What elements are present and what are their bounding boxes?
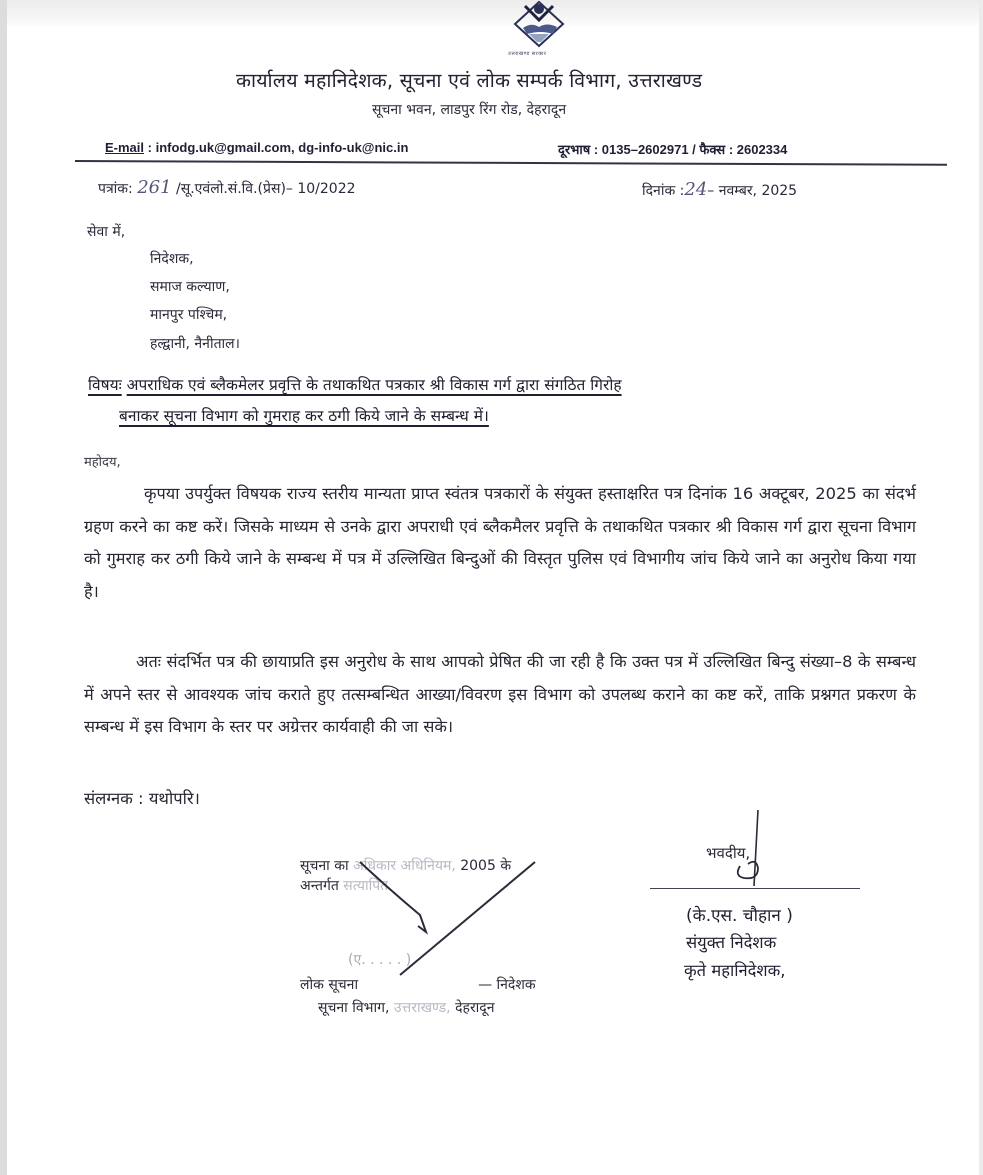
body-paragraph-1: कृपया उपर्युक्त विषयक राज्य स्तरीय मान्यता प्राप्त स्वंतत्र पत्रकारों के संयुक्त हस्ताक्षरित पत्र दिनांक 16 अक्टूबर, 2025 का संदर्भ ग्रहण करने का कष्ट करें। जिसके माध्यम से उनके द्वारा अपराधी एवं ब्लैकमैलर प्रवृत्ति के तथाकथित पत्रकार श्री विकास गर्ग द्वारा सूचना विभाग को गुमराह कर ठगी किये जाने के सम्बन्ध में पत्र में उल्लिखित बिन्दुओं की विस्तृत पुलिस एवं विभागीय जांच किये जाने का अनुरोध किया गया है। xyxy=(84,484,916,601)
body-paragraph-2: अतः संदर्भित पत्र की छायाप्रति इस अनुरोध के साथ आपको प्रेषित की जा रही है कि उक्त पत्र में उल्लिखित बिन्दु संख्या–8 के सम्बन्ध में अपने स्तर से आवश्यक जांच कराते हुए तत्सम्बन्धित आख्या/विवरण इस विभाग को उपलब्ध कराने का कष्ट करें, ताकि प्रश्नगत प्रकरण के सम्बन्ध में इस विभाग के स्तर पर अग्रेत्तर कार्यवाही की जा सके। xyxy=(84,652,916,736)
signature-rule xyxy=(650,888,860,889)
emblem-caption: उत्तराखण्ड सरकार xyxy=(508,51,547,57)
stamp-text: 2005 के xyxy=(455,858,512,874)
salutation: महोदय, xyxy=(84,455,121,470)
letterhead-divider xyxy=(75,160,947,166)
letter-date xyxy=(642,179,797,200)
stamp-text-faint: सत्यापित xyxy=(338,878,389,894)
date-day-handwritten: 24 xyxy=(684,179,708,200)
addressee-line: समाज कल्याण, xyxy=(150,279,230,295)
page-edge-left xyxy=(0,0,7,1175)
subject-label: विषयः xyxy=(88,376,122,394)
date-month-year: – नवम्बर, 2025 xyxy=(707,183,798,199)
reference-prefix: पत्रांक: xyxy=(98,181,133,197)
office-address: सूचना भवन, लाडपुर रिंग रोड, देहरादून xyxy=(372,102,567,118)
addressee-line: हल्द्वानी, नैनीताल। xyxy=(150,336,240,352)
page-edge-right xyxy=(979,0,983,1175)
uttarakhand-emblem-icon xyxy=(511,0,567,48)
subject-text-1: अपराधिक एवं ब्लैकमेलर प्रवृत्ति के तथाकथित पत्रकार श्री विकास गर्ग द्वारा संगठित गिरोह xyxy=(126,376,622,394)
stamp-text: सूचना विभाग, xyxy=(318,1000,390,1016)
stamp-text: लोक सूचना xyxy=(300,977,359,993)
reference-number xyxy=(98,177,356,198)
closing-yours: भवदीय, xyxy=(706,844,751,862)
signer-designation: संयुक्त निदेशक xyxy=(686,933,777,952)
stamp-text-faint: अधिकार अधिनियम, xyxy=(348,858,456,874)
email-label: E-mail xyxy=(105,140,145,155)
addressee-line: मानपुर पश्चिम, xyxy=(150,307,228,323)
stamp-signature-stroke xyxy=(300,860,560,1000)
addressee-salutation: सेवा में, xyxy=(87,224,126,240)
stamp-text: सूचना का xyxy=(300,858,349,874)
reference-code: /सू.एवंलो.सं.वि.(प्रेस)– 10/2022 xyxy=(176,181,356,197)
stamp-text-faint: उत्तराखण्ड, xyxy=(389,1000,451,1016)
signer-name: (के.एस. चौहान ) xyxy=(686,906,793,926)
rti-stamp-line-3: (ए. . . . . ) xyxy=(348,952,412,968)
rti-stamp-line-5 xyxy=(318,998,495,1017)
stamp-text: — निदेशक xyxy=(478,977,536,993)
email-line xyxy=(105,140,408,155)
subject-line-2: बनाकर सूचना विभाग को गुमराह कर ठगी किये जाने के सम्बन्ध में। xyxy=(119,407,489,425)
photo-top-shadow xyxy=(0,0,983,28)
enclosure-note: संलग्नक : यथोपरि। xyxy=(84,789,200,808)
email-addresses: : infodg.uk@gmail.com, dg-info-uk@nic.in xyxy=(147,140,409,155)
reference-number-handwritten: 261 xyxy=(137,177,172,198)
stamp-text: देहरादून xyxy=(450,1000,495,1016)
signer-on-behalf: कृते महानिदेशक, xyxy=(684,961,786,980)
office-title: कार्यालय महानिदेशक, सूचना एवं लोक सम्पर्क विभाग, उत्तराखण्ड xyxy=(236,69,703,92)
subject-line-1 xyxy=(88,373,622,395)
stamp-text: अन्तर्गत xyxy=(300,878,339,894)
date-label: दिनांक : xyxy=(642,183,685,199)
addressee-line: निदेशक, xyxy=(150,251,194,267)
phone-fax-line: दूरभाष : 0135–2602971 / फैक्स : 2602334 xyxy=(558,142,788,157)
